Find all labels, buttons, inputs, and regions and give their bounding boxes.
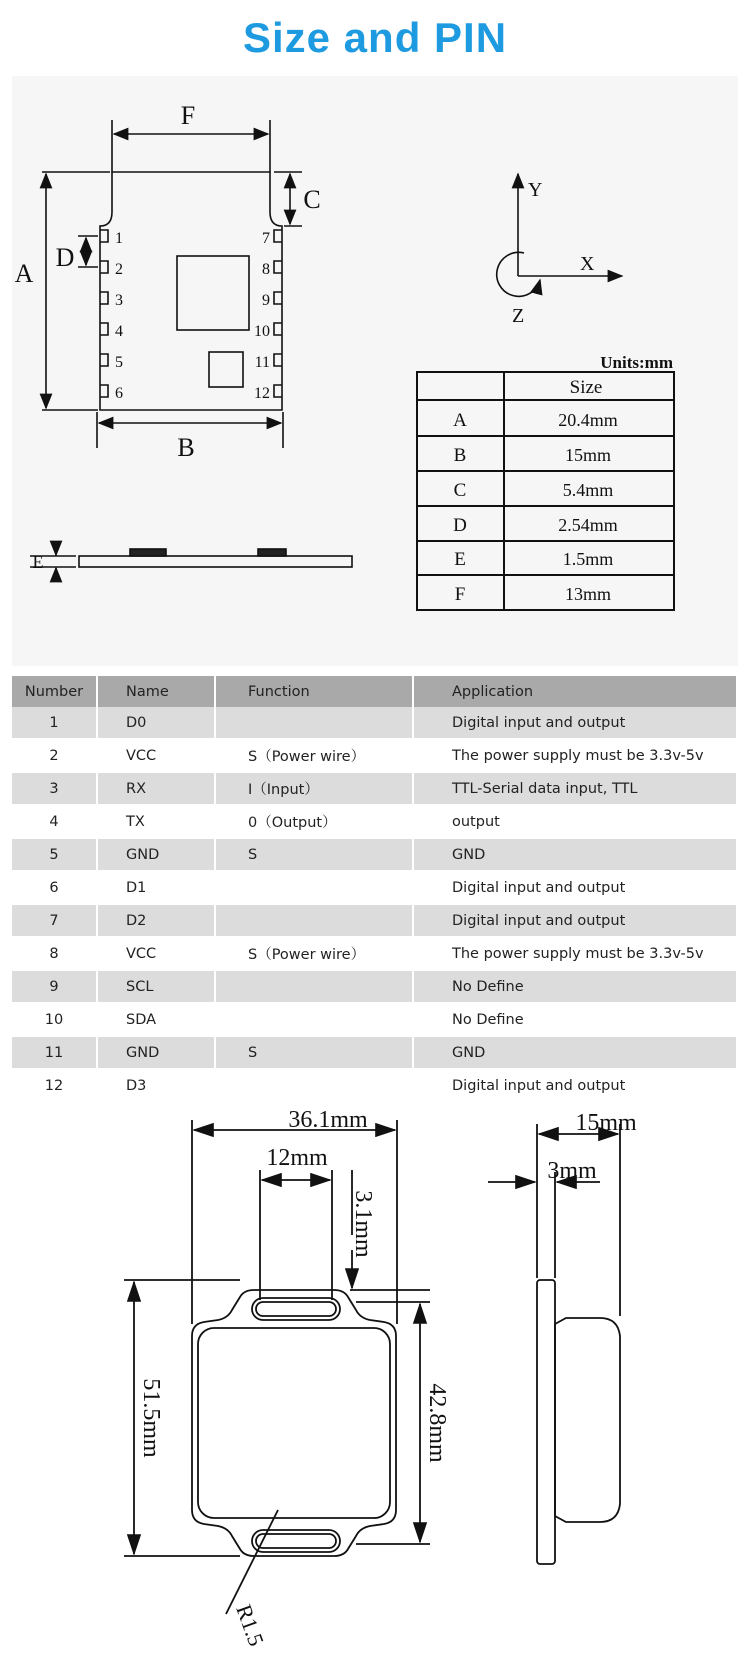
table-row	[12, 707, 737, 739]
pin-function	[215, 871, 413, 904]
side-view-board	[79, 556, 352, 567]
pin-application: Digital input and output	[413, 707, 737, 739]
table-row	[12, 970, 737, 1003]
right-pads	[274, 230, 282, 397]
dim-width: 36.1mm	[288, 1110, 368, 1133]
dim-label-a: A	[14, 259, 34, 288]
pin-num: 6	[12, 871, 97, 904]
pin-name: D3	[97, 1069, 215, 1102]
pin-num: 10	[12, 1003, 97, 1036]
size-row-label: C	[453, 480, 467, 501]
side-flange	[537, 1280, 555, 1564]
dim-label-e: E	[32, 552, 44, 572]
pin-number: 4	[115, 323, 123, 340]
dim-label-c: C	[303, 185, 321, 214]
table-row	[12, 805, 737, 838]
side-body	[555, 1318, 620, 1522]
pin-num: 3	[12, 772, 97, 805]
pin-application: GND	[413, 838, 737, 871]
axis-label-z: Z	[512, 305, 525, 327]
pin-application: Digital input and output	[413, 871, 737, 904]
header-number: Number	[12, 676, 97, 707]
pin-name: VCC	[97, 739, 215, 772]
size-row-value: 13mm	[564, 584, 612, 604]
table-row	[12, 838, 737, 871]
pin-name: GND	[97, 838, 215, 871]
pin-function	[215, 970, 413, 1003]
pin-number: 2	[115, 261, 123, 278]
chip-large	[177, 256, 249, 330]
pin-number: 8	[262, 261, 270, 278]
pin-application: The power supply must be 3.3v-5v	[413, 937, 737, 970]
table-row	[12, 1069, 737, 1102]
module-drawing	[12, 76, 738, 666]
units-label: Units:mm	[600, 353, 673, 372]
pin-number: 6	[115, 385, 123, 402]
pin-function: S（Power wire）	[215, 937, 413, 970]
module-outline	[100, 172, 282, 410]
enclosure-body	[198, 1328, 390, 1518]
pin-num: 1	[12, 707, 97, 739]
dim-flange: 3mm	[547, 1158, 597, 1184]
pin-name: SDA	[97, 1003, 215, 1036]
pin-name: D0	[97, 707, 215, 739]
dim-slot-offset: 3.1mm	[350, 1190, 376, 1258]
table-row	[12, 904, 737, 937]
pin-num: 8	[12, 937, 97, 970]
pin-number: 5	[115, 354, 123, 371]
pin-name: GND	[97, 1036, 215, 1069]
pin-name: RX	[97, 772, 215, 805]
dimension-panel	[12, 76, 738, 666]
pin-number: 1	[115, 230, 123, 247]
size-row-value: 1.5mm	[562, 549, 614, 569]
size-row-value: 20.4mm	[558, 410, 618, 430]
pin-function: S	[215, 1036, 413, 1069]
table-row	[12, 937, 737, 970]
pin-number: 12	[254, 385, 270, 402]
dim-height-total: 51.5mm	[138, 1378, 164, 1458]
pin-application: GND	[413, 1036, 737, 1069]
pin-function: S（Power wire）	[215, 739, 413, 772]
header-name: Name	[97, 676, 215, 707]
pin-application: output	[413, 805, 737, 838]
pin-name: VCC	[97, 937, 215, 970]
size-row-label: F	[454, 584, 466, 605]
table-row	[12, 739, 737, 772]
dim-label-f: F	[180, 101, 196, 130]
pin-num: 4	[12, 805, 97, 838]
pin-application: The power supply must be 3.3v-5v	[413, 739, 737, 772]
pin-number: 7	[262, 230, 270, 247]
pin-number: 9	[262, 292, 270, 309]
pin-function	[215, 707, 413, 739]
pin-application: TTL-Serial data input, TTL	[413, 772, 737, 805]
chip-small	[209, 352, 243, 387]
pin-number: 3	[115, 292, 123, 309]
size-row-label: A	[453, 410, 467, 431]
pin-function: S	[215, 838, 413, 871]
pin-num: 11	[12, 1036, 97, 1069]
axis-label-y: Y	[528, 179, 543, 201]
enclosure-outline	[192, 1290, 396, 1556]
enclosure-drawing	[0, 1110, 750, 1664]
pin-function: 0（Output）	[215, 805, 413, 838]
header-application: Application	[413, 676, 737, 707]
pin-application: Digital input and output	[413, 904, 737, 937]
size-table-header: Size	[569, 377, 603, 398]
pin-num: 9	[12, 970, 97, 1003]
pin-num: 12	[12, 1069, 97, 1102]
size-row-value: 5.4mm	[562, 480, 614, 500]
table-row	[12, 772, 737, 805]
pin-function	[215, 1069, 413, 1102]
pin-function: I（Input）	[215, 772, 413, 805]
axis-label-x: X	[580, 253, 595, 275]
pin-num: 7	[12, 904, 97, 937]
size-row-value: 2.54mm	[558, 515, 618, 535]
pin-application: No Define	[413, 970, 737, 1003]
dim-label-b: B	[177, 433, 195, 462]
size-row-label: B	[453, 445, 467, 466]
table-row	[12, 1036, 737, 1069]
size-row-label: D	[453, 515, 467, 536]
pin-num: 2	[12, 739, 97, 772]
table-row	[12, 1003, 737, 1036]
left-pads	[100, 230, 108, 397]
page-title: Size and PIN	[242, 14, 508, 61]
pin-num: 5	[12, 838, 97, 871]
pin-table	[12, 676, 738, 1103]
dim-slot: 12mm	[266, 1145, 328, 1171]
pin-function	[215, 1003, 413, 1036]
pin-name: SCL	[97, 970, 215, 1003]
header-function: Function	[215, 676, 413, 707]
dim-radius: R1.5	[231, 1601, 270, 1650]
pin-number: 10	[254, 323, 270, 340]
pin-function	[215, 904, 413, 937]
pin-name: TX	[97, 805, 215, 838]
size-row-label: E	[454, 549, 466, 570]
pin-application: No Define	[413, 1003, 737, 1036]
dim-depth: 15mm	[575, 1110, 637, 1136]
dim-label-d: D	[55, 243, 75, 272]
dim-height-body: 42.8mm	[424, 1383, 450, 1463]
pin-number: 11	[254, 354, 270, 371]
pin-table-header-row	[12, 676, 737, 707]
size-row-value: 15mm	[564, 445, 612, 465]
pin-name: D2	[97, 904, 215, 937]
pin-application: Digital input and output	[413, 1069, 737, 1102]
table-row	[12, 871, 737, 904]
pin-name: D1	[97, 871, 215, 904]
